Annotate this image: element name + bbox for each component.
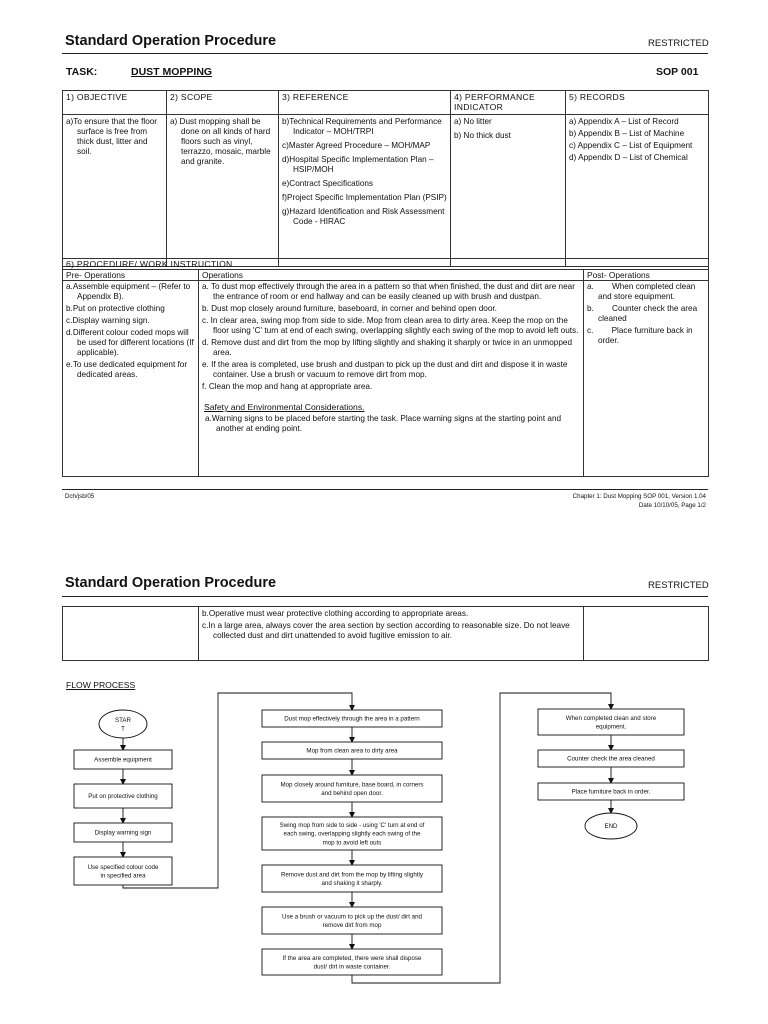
safety-heading: Safety and Environmental Considerations. [204, 402, 365, 412]
task-name: DUST MOPPING [131, 66, 213, 78]
flow-step-box-label: Counter check the area cleaned [567, 755, 655, 763]
pre-operations-header: Pre- Operations [63, 270, 199, 281]
reference-item: c)Master Agreed Procedure – MOH/MAP [282, 140, 431, 150]
operation-item: a. To dust mop effectively through the area in a pattern so that when finished, the dust and dirt are near the entrance of room or end hallway and can be easily cleaned up with brush and dustpan. [202, 282, 575, 301]
page2-header-title: Standard Operation Procedure [65, 575, 277, 591]
operation-item: b. Dust mop closely around furniture, baseboard, in corner and behind open door. [202, 304, 497, 313]
sop-number: SOP 001 [656, 66, 699, 78]
header-reference: 3) REFERENCE [279, 91, 451, 115]
page2-restricted-label: RESTRICTED [648, 580, 709, 591]
pre-operation-item: d.Different colour coded mops will be used for different locations (If applicable). [66, 328, 194, 357]
flow-step-box [262, 907, 442, 934]
page1-restricted-label: RESTRICTED [648, 38, 709, 49]
flow-step-box-label: Display warning sign [94, 829, 152, 837]
objective-item: a)To ensure that the floor surface is free from thick dust, litter and soil. [66, 116, 158, 156]
records-item: d) Appendix D – List of Chemical [569, 152, 688, 162]
header-performance-indicator: 4) PERFORMANCE INDICATOR [451, 91, 566, 115]
flow-step-box-label: Mop from clean area to dirty area [306, 747, 398, 755]
header-scope: 2) SCOPE [167, 91, 279, 115]
reference-item: e)Contract Specifications [282, 178, 374, 188]
flow-step-box [538, 709, 684, 735]
flow-step-box-label: Dust mop effectively through the area in a pattern [284, 715, 420, 723]
start-terminal-label: STAR T [114, 716, 132, 733]
post-operations-header: Post- Operations [584, 270, 709, 281]
flow-process-title: FLOW PROCESS [66, 680, 136, 690]
flow-step-box-label: Assemble equipment [94, 756, 152, 764]
flow-step-box [262, 949, 442, 975]
end-terminal-label: END [604, 823, 618, 831]
performance-item: b) No thick dust [454, 130, 511, 140]
flow-step-box-label: When completed clean and store equipment. [565, 714, 657, 731]
flow-step-box-label: Put on protective clothing [88, 793, 158, 801]
flow-step-box [262, 865, 442, 892]
reference-item: b)Technical Requirements and Performance Indicator – MOH/TRPI [282, 116, 442, 136]
flow-step-box-label: Mop closely around furniture, base board, in corners and behind open door. [280, 781, 424, 798]
flow-step-box-label: Use a brush or vacuum to pick up the dust/ dirt and remove dirt from mop [282, 913, 422, 930]
flow-step-box-label: Swing mop from side to side - using 'C' turn at end of each swing, overlapping slightly each swing of the mop to avoid left outs [279, 821, 425, 847]
pre-operation-item: c.Display warning sign. [66, 316, 150, 325]
footer-chapter: Chapter 1: Dust Mopping SOP 001, Version 1.04 [572, 493, 706, 500]
reference-item: d)Hospital Specific Implementation Plan – HSIP/MOH [282, 154, 434, 174]
header-objective: 1) OBJECTIVE [63, 91, 167, 115]
flow-step-box-label: Use specified colour code in specified area [87, 863, 159, 880]
footer-doc-code: Dch/jsb/05 [65, 493, 95, 500]
page1-header-title: Standard Operation Procedure [65, 33, 277, 49]
records-item: c) Appendix C – List of Equipment [569, 140, 693, 150]
records-item: a) Appendix A – List of Record [569, 116, 679, 126]
records-item: b) Appendix B – List of Machine [569, 128, 685, 138]
post-operation-item: b. Counter check the area cleaned [587, 304, 700, 323]
footer-date-page: Date 10/10/05, Page 1/2 [638, 502, 706, 509]
operation-item: e. If the area is completed, use brush and dustpan to pick up the dust and dirt and dispose it in waste container. Use a brush or vacuum to remove dirt from mop. [202, 360, 568, 379]
start-terminal [99, 710, 147, 738]
post-operation-item: c. Place furniture back in order. [587, 326, 695, 345]
post-operation-item: a. When completed clean and store equipment. [587, 282, 698, 301]
reference-item: f)Project Specific Implementation Plan (PSIP) [282, 192, 447, 202]
flow-step-box-label: If the area are completed, there were shall dispose dust/ dirt in waste container. [282, 954, 422, 971]
procedure-section-header: 6) PROCEDURE/ WORK INSTRUCTION [63, 259, 709, 270]
operations-header: Operations [199, 270, 584, 281]
header-records: 5) RECORDS [566, 91, 709, 115]
pre-operation-item: e.To use dedicated equipment for dedicated areas. [66, 360, 188, 379]
continued-item: c.In a large area, always cover the area section by section according to reasonable size. Do not leave collected dust and dirt unattended to avoid fugitive emission to air. [202, 621, 570, 640]
performance-item: a) No litter [454, 116, 492, 126]
safety-item: a.Warning signs to be placed before starting the task. Place warning signs at the starting point and another at ending point. [205, 414, 562, 434]
pre-operation-item: a.Assemble equipment – (Refer to Appendix B). [66, 282, 191, 301]
task-label: TASK: [66, 66, 98, 78]
operation-item: f. Clean the mop and hang at appropriate area. [202, 382, 373, 391]
reference-item: g)Hazard Identification and Risk Assessment Code - HIRAC [282, 206, 445, 226]
pre-operation-item: b.Put on protective clothing [66, 304, 165, 313]
flow-step-box [74, 857, 172, 885]
operation-item: d. Remove dust and dirt from the mop by lifting slightly and shaking it sharply or twice in an unmopped area. [202, 338, 572, 357]
flow-step-box-label: Remove dust and dirt from the mop by lifting slightly and shaking it sharply. [280, 871, 424, 888]
flow-step-box-label: Place furniture back in order. [571, 788, 651, 796]
continued-item: b.Operative must wear protective clothing according to appropriate areas. [202, 609, 469, 618]
operation-item: c. In clear area, swing mop from side to side. Mop from clean area to dirty area. Keep the mop on the floor using 'C' turn at end of each swing, overlapping slightly each swing of the mop to avoid left outs. [202, 316, 579, 335]
flow-step-box [262, 775, 442, 802]
scope-item: a) Dust mopping shall be done on all kinds of hard floors such as vinyl, terrazzo, mosaic, marble and granite. [170, 116, 271, 166]
